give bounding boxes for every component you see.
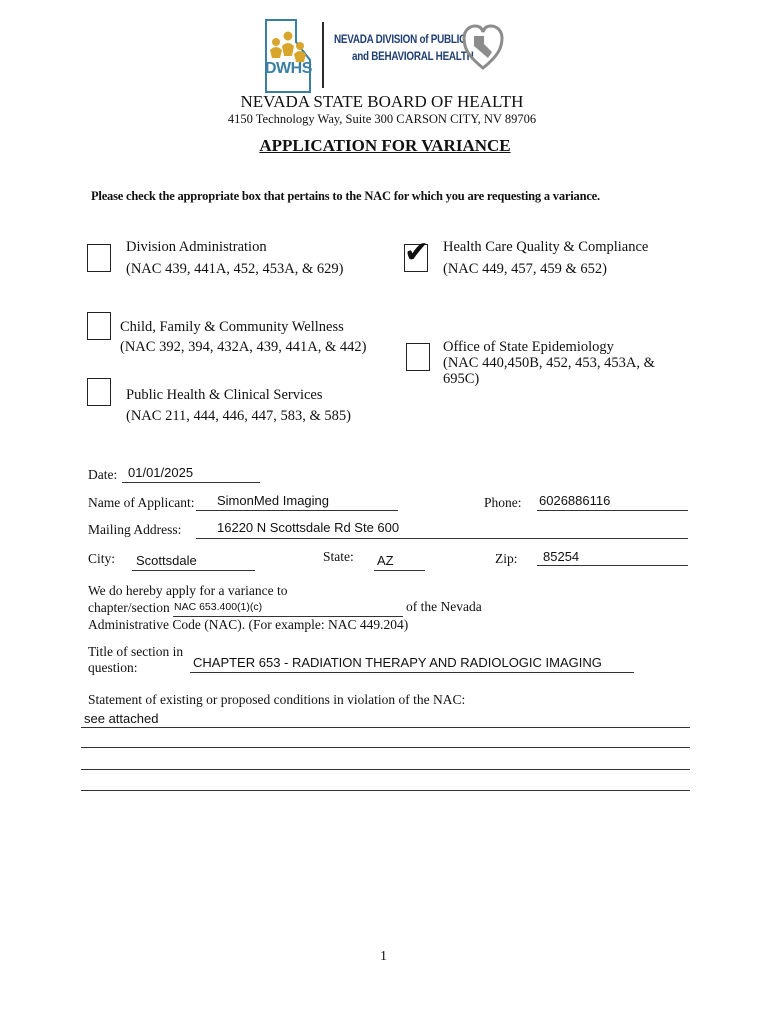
dwhs-logo-text: DWHS: [265, 60, 312, 77]
city-label: City:: [88, 551, 116, 566]
mailing-address-field[interactable]: 16220 N Scottsdale Rd Ste 600: [217, 520, 400, 535]
statement-label: Statement of existing or proposed conditions in violation of the NAC:: [88, 692, 466, 707]
option-health-care-quality-nac: (NAC 449, 457, 459 & 652): [443, 261, 607, 277]
nevada-heart-icon: [462, 24, 504, 72]
statement-line-3: [81, 769, 690, 770]
checkbox-public-health-clinical[interactable]: [87, 378, 111, 406]
option-child-family-name: Child, Family & Community Wellness: [120, 319, 344, 335]
date-field[interactable]: 01/01/2025: [128, 465, 194, 480]
board-title: NEVADA STATE BOARD OF HEALTH: [240, 92, 524, 111]
apply-chapter-label: chapter/section: [88, 600, 170, 615]
applicant-name-field[interactable]: SimonMed Imaging: [217, 493, 329, 508]
form-title: APPLICATION FOR VARIANCE: [259, 136, 511, 155]
option-epidemiology-nac-line1: (NAC 440,450B, 452, 453, 453A, &: [443, 355, 655, 371]
applicant-underline: [196, 510, 398, 511]
division-name-line1: NEVADA DIVISION of PUBLIC: [334, 34, 467, 46]
section-title-underline: [190, 672, 634, 673]
applicant-label: Name of Applicant:: [88, 495, 195, 510]
statement-field[interactable]: see attached: [84, 711, 159, 726]
section-title-label-line1: Title of section in: [88, 644, 184, 659]
zip-field[interactable]: 85254: [543, 549, 580, 564]
zip-label: Zip:: [495, 551, 518, 566]
apply-of-nevada: of the Nevada: [406, 599, 482, 614]
chapter-section-field[interactable]: NAC 653.400(1)(c): [174, 601, 263, 613]
board-address: 4150 Technology Way, Suite 300 CARSON CITY, NV 89706: [227, 112, 537, 126]
checkbox-division-administration[interactable]: [87, 244, 111, 272]
division-name-line2: and BEHAVIORAL HEALTH: [352, 51, 474, 63]
phone-label: Phone:: [484, 495, 522, 510]
checkbox-child-family-community[interactable]: [87, 312, 111, 340]
date-label: Date:: [88, 467, 118, 482]
page-number: 1: [380, 949, 387, 964]
option-epidemiology-nac-line2: 695C): [443, 371, 480, 387]
mailing-address-underline: [196, 538, 688, 539]
phone-field[interactable]: 6026886116: [539, 493, 611, 508]
statement-line-1: [81, 727, 690, 728]
apply-statement-line3: Administrative Code (NAC). (For example: NAC 449.204): [88, 617, 409, 632]
section-title-field[interactable]: CHAPTER 653 - RADIATION THERAPY AND RADIOLOGIC IMAGING: [193, 655, 602, 670]
state-field[interactable]: AZ: [377, 553, 394, 568]
state-label: State:: [323, 549, 354, 564]
logo-divider: [322, 22, 324, 88]
option-child-family-nac: (NAC 392, 394, 432A, 439, 441A, & 442): [120, 339, 367, 355]
checkbox-health-care-quality[interactable]: [404, 235, 430, 272]
statement-line-2: [81, 747, 690, 748]
option-health-care-quality-name: Health Care Quality & Compliance: [443, 239, 649, 255]
zip-underline: [537, 565, 688, 566]
option-division-administration-name: Division Administration: [126, 239, 267, 255]
statement-line-4: [81, 790, 690, 791]
date-underline: [122, 482, 260, 483]
dwhs-logo-mark: [262, 16, 314, 94]
dpbh-logo: [262, 16, 512, 94]
section-title-label-line2: question:: [88, 660, 138, 675]
option-epidemiology-name: Office of State Epidemiology: [443, 339, 614, 355]
checkmark-icon: ✔: [404, 235, 430, 270]
instructions: Please check the appropriate box that pertains to the NAC for which you are requesting a variance.: [91, 189, 600, 203]
phone-underline: [537, 510, 688, 511]
checkbox-state-epidemiology[interactable]: [406, 343, 430, 371]
city-underline: [132, 570, 255, 571]
option-public-health-nac: (NAC 211, 444, 446, 447, 583, & 585): [126, 408, 352, 424]
option-public-health-name: Public Health & Clinical Services: [126, 387, 323, 403]
city-field[interactable]: Scottsdale: [136, 553, 197, 568]
mailing-address-label: Mailing Address:: [88, 522, 182, 537]
state-underline: [374, 570, 425, 571]
apply-statement-line1: We do hereby apply for a variance to: [88, 583, 288, 598]
option-division-administration-nac: (NAC 439, 441A, 452, 453A, & 629): [126, 261, 344, 277]
